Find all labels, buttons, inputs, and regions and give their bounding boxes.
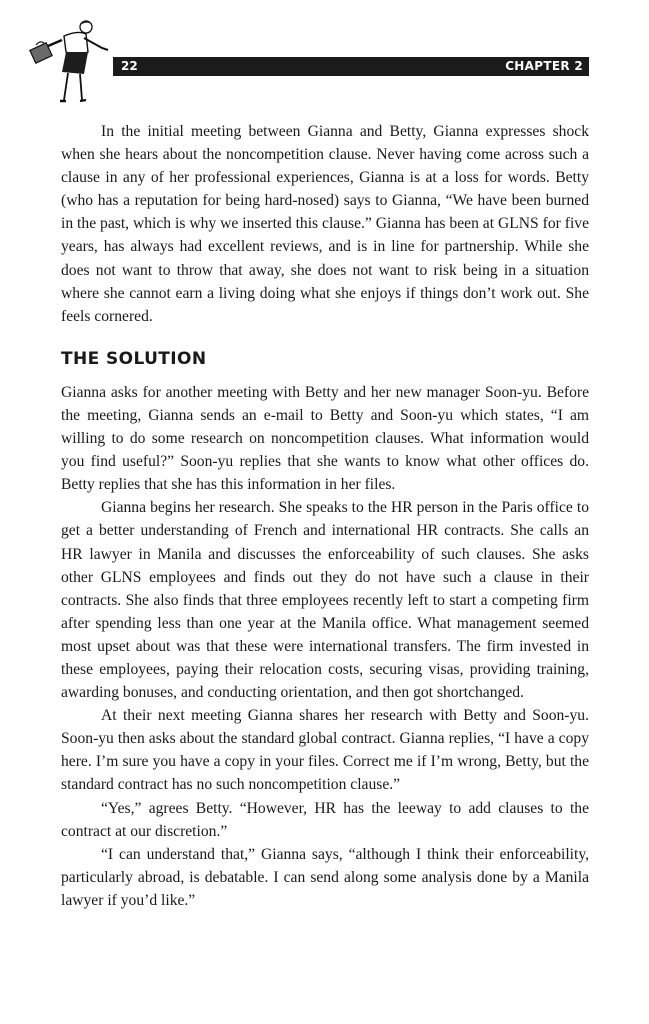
paragraph: Gianna begins her research. She speaks to the HR person in the Paris office to get a better understanding of French and international HR contracts. She calls an HR lawyer in Manila and discusses the enforceability of such clauses. She asks other GLNS employees and finds out they do not have such a clause in their contracts. She also finds that three employees recently left to start a competing firm after spending less than one year at the Manila office. What management seemed most upset about was that these were international transfers. The firm invested in these employees, paying their relocation costs, securing visas, providing training, awarding bonuses, and conducting orientation, and then got shortchanged.: [61, 499, 589, 702]
running-header: [113, 57, 589, 76]
paragraph: In the initial meeting between Gianna and Betty, Gianna expresses shock when she hears about the noncompetition clause. Never having come across such a clause in any of her professional experiences, Gianna is at a loss for words. Betty (who has a reputation for being hard-nosed) says to Gianna, “We have been burned in the past, which is why we inserted this clause.” Gianna has been at GLNS for five years, has always had excellent reviews, and is in line for partnership. While she does not want to throw that away, she does not want to risk being in a situation where she cannot earn a living doing what she enjoys if things don’t work out. She feels cornered.: [61, 123, 589, 325]
businesswoman-illustration: [28, 16, 112, 108]
section-heading: THE SOLUTION: [61, 348, 207, 369]
paragraph: At their next meeting Gianna shares her research with Betty and Soon-yu. Soon-yu then asks about the standard global contract. Gianna replies, “I have a copy here. I’m sure you have a copy in your files. Correct me if I’m wrong, Betty, but the standard contract has no such noncompetition clause.”: [61, 707, 589, 794]
body-text: [61, 120, 589, 912]
paragraph: “I can understand that,” Gianna says, “although I think their enforceability, particularly abroad, is debatable. I can send along some analysis done by a Manila lawyer if you’d like.”: [61, 845, 589, 909]
page-number: 22: [121, 59, 138, 73]
paragraph: Gianna asks for another meeting with Betty and her new manager Soon-yu. Before the meeting, Gianna sends an e-mail to Betty and Soon-yu which states, “I am willing to do some research on noncompetition clauses. What information would you find useful?” Soon-yu replies that she wants to know what other offices do. Betty replies that she has this information in her files.: [61, 383, 589, 494]
paragraph: “Yes,” agrees Betty. “However, HR has the leeway to add clauses to the contract at our discretion.”: [61, 799, 589, 840]
chapter-label: CHAPTER 2: [505, 59, 583, 73]
